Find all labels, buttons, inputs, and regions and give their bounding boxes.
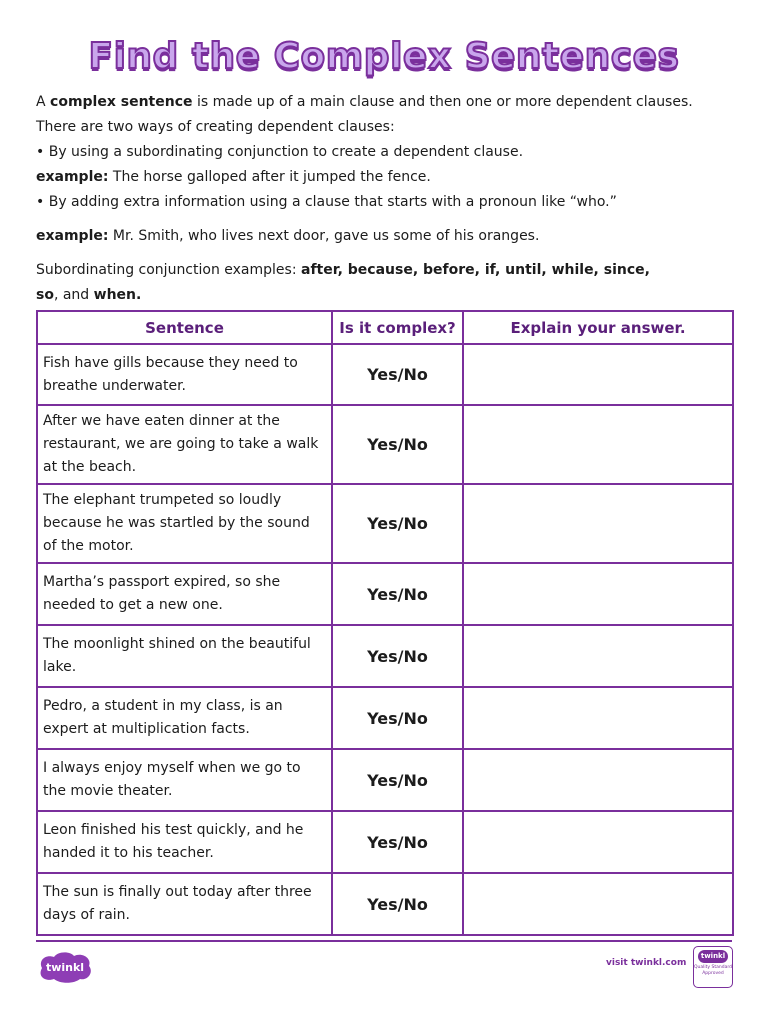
footer-divider — [36, 940, 732, 942]
example-label: example: — [36, 169, 109, 185]
sentence-cell: The elephant trumpeted so loudly because he was startled by the sound of the motor. — [37, 484, 332, 563]
yes-no-answer[interactable]: Yes/No — [332, 563, 463, 625]
explain-answer-cell[interactable] — [463, 484, 733, 563]
sentence-cell: Pedro, a student in my class, is an expert at multiplication facts. — [37, 687, 332, 749]
twinkl-logo[interactable] — [36, 950, 94, 984]
example-label: example: — [36, 228, 109, 244]
conj-so: so — [36, 287, 54, 303]
table-row — [37, 687, 733, 749]
explain-answer-cell[interactable] — [463, 811, 733, 873]
worksheet-table — [36, 310, 734, 936]
yes-no-answer[interactable]: Yes/No — [332, 873, 463, 935]
explain-answer-cell[interactable] — [463, 405, 733, 484]
yes-no-answer[interactable]: Yes/No — [332, 625, 463, 687]
table-row — [37, 873, 733, 935]
quality-badge — [693, 946, 733, 988]
intro-text-span: A — [36, 94, 51, 110]
yes-no-answer[interactable]: Yes/No — [332, 811, 463, 873]
intro-text-span: is made up of a main clause and then one or more dependent clauses. — [192, 94, 693, 110]
table-row — [37, 563, 733, 625]
visit-link[interactable]: visit twinkl.com — [606, 958, 687, 968]
yes-no-answer[interactable]: Yes/No — [332, 484, 463, 563]
table-row — [37, 811, 733, 873]
intro-line-1 — [36, 90, 736, 115]
explain-answer-cell[interactable] — [463, 625, 733, 687]
conj-text: Subordinating conjunction examples: — [36, 262, 301, 278]
table-row — [37, 484, 733, 563]
intro-text — [36, 90, 736, 308]
conj-text: , and — [53, 287, 94, 303]
sentence-cell: The moonlight shined on the beautiful lake. — [37, 625, 332, 687]
table-row — [37, 344, 733, 405]
logo-text: twinkl — [45, 961, 85, 974]
example-text: Mr. Smith, who lives next door, gave us some of his oranges. — [108, 228, 540, 244]
bullet-2: • By adding extra information using a clause that starts with a pronoun like “who.” — [36, 194, 617, 210]
header-sentence: Sentence — [37, 311, 332, 344]
sentence-cell: The sun is finally out today after three days of rain. — [37, 873, 332, 935]
intro-line-2: There are two ways of creating dependent clauses: — [36, 119, 395, 135]
worksheet-title: Find the Complex Sentences — [88, 36, 680, 77]
explain-answer-cell[interactable] — [463, 749, 733, 811]
sentence-cell: Martha’s passport expired, so she needed to get a new one. — [37, 563, 332, 625]
explain-answer-cell[interactable] — [463, 344, 733, 405]
conjunction-examples — [36, 258, 736, 308]
table-row — [37, 749, 733, 811]
yes-no-answer[interactable]: Yes/No — [332, 405, 463, 484]
yes-no-answer[interactable]: Yes/No — [332, 749, 463, 811]
explain-answer-cell[interactable] — [463, 563, 733, 625]
explain-answer-cell[interactable] — [463, 873, 733, 935]
conj-when: when. — [93, 287, 142, 303]
sentence-cell: Leon finished his test quickly, and he handed it to his teacher. — [37, 811, 332, 873]
explain-answer-cell[interactable] — [463, 687, 733, 749]
example-text: The horse galloped after it jumped the fence. — [108, 169, 431, 185]
table-row — [37, 625, 733, 687]
table-header-row — [37, 311, 733, 344]
complex-sentence-term: complex sentence — [50, 94, 193, 110]
header-explain: Explain your answer. — [463, 311, 733, 344]
header-is-complex: Is it complex? — [332, 311, 463, 344]
conj-list: after, because, before, if, until, while, since, — [301, 262, 650, 278]
badge-text: Quality Standard Approved — [694, 965, 732, 976]
yes-no-answer[interactable]: Yes/No — [332, 687, 463, 749]
sentence-cell: I always enjoy myself when we go to the movie theater. — [37, 749, 332, 811]
yes-no-answer[interactable]: Yes/No — [332, 344, 463, 405]
example-1 — [36, 165, 736, 190]
bullet-1: • By using a subordinating conjunction to create a dependent clause. — [36, 144, 524, 160]
example-2 — [36, 224, 736, 249]
table-row — [37, 405, 733, 484]
sentence-cell: Fish have gills because they need to breathe underwater. — [37, 344, 332, 405]
badge-brand: twinkl — [698, 950, 728, 963]
sentence-cell: After we have eaten dinner at the restaurant, we are going to take a walk at the beach. — [37, 405, 332, 484]
